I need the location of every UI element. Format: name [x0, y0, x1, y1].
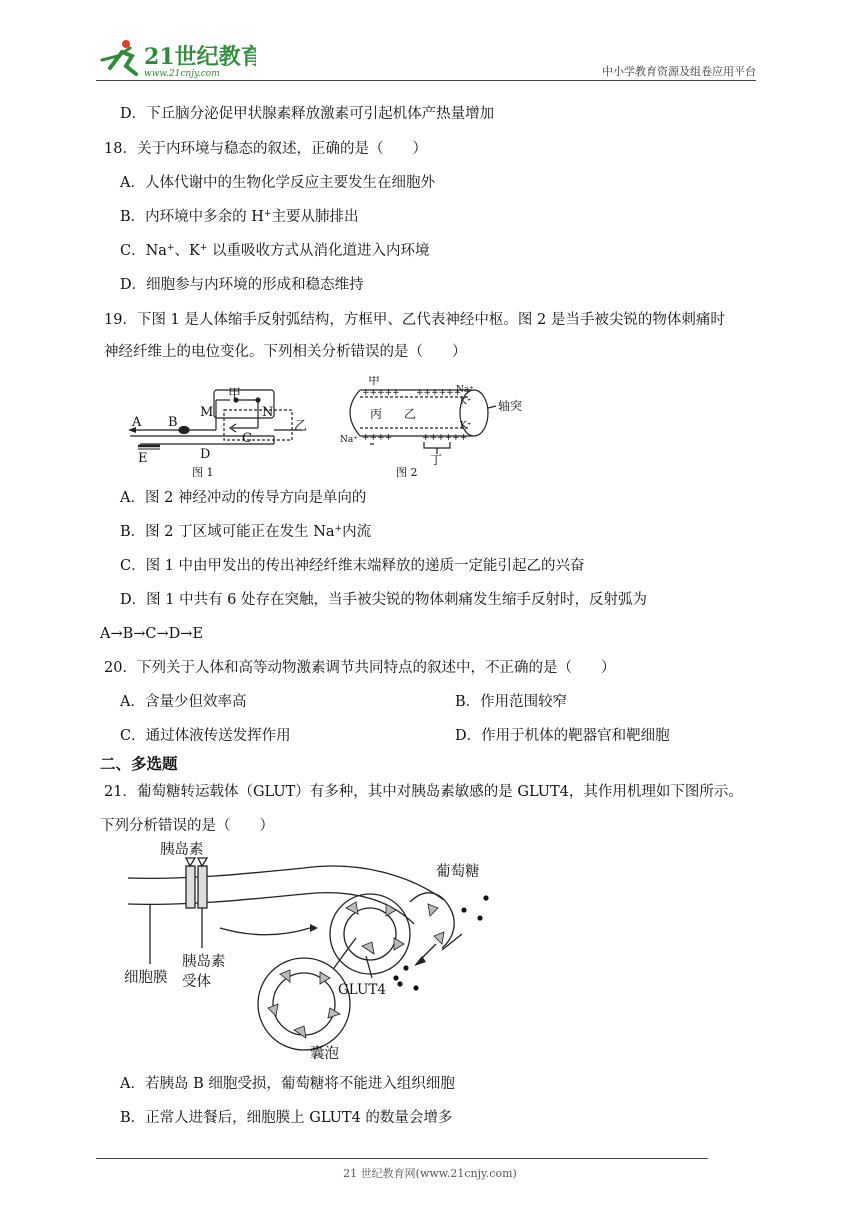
- q17-option-d: D．下丘脑分泌促甲状腺素释放激素可引起机体产热量增加: [120, 106, 495, 122]
- fig2-caption: 图 2: [396, 466, 418, 479]
- fig2-label-bing: 丙: [370, 407, 383, 421]
- q19-option-d-cont: A→B→C→D→E: [100, 626, 204, 642]
- label-vesicle: 囊泡: [310, 1046, 339, 1060]
- label-glut4: GLUT4: [338, 982, 386, 998]
- fig2-k-top: K⁺: [460, 397, 472, 407]
- glut4-transporter-icons: [268, 902, 444, 1038]
- nerve-fiber-figure: [350, 390, 496, 454]
- fig2-label-yi: 乙: [404, 407, 417, 421]
- logo: [96, 36, 256, 80]
- label-insulin: 胰岛素: [160, 842, 204, 858]
- fig2-plus-top-left: +++++: [362, 388, 400, 398]
- q19-option-a: A．图 2 神经冲动的传导方向是单向的: [120, 490, 367, 506]
- logo-url: www.21cnjy.com: [144, 69, 220, 79]
- fig1-label-yi: 乙: [294, 419, 308, 434]
- fig2-k-bottom: K⁺: [460, 421, 472, 431]
- q18-option-b: B．内环境中多余的 H+主要从肺排出: [120, 209, 359, 225]
- fig1-label-a: A: [132, 415, 142, 430]
- q19-figures: [124, 376, 544, 484]
- footer-text: 21 世纪教育网(www.21cnjy.com): [343, 1167, 517, 1180]
- q20-stem: 20．下列关于人体和高等动物激素调节共同特点的叙述中，不正确的是（ ）: [104, 660, 616, 676]
- fig2-label-jia: 甲: [368, 376, 381, 387]
- fig1-label-e: E: [138, 451, 148, 466]
- q18-option-c: C．Na+、K+ 以重吸收方式从消化道进入内环境: [120, 243, 430, 259]
- q18-stem: 18．关于内环境与稳态的叙述，正确的是（ ）: [104, 141, 427, 157]
- header-platform-text: 中小学教育资源及组卷应用平台: [602, 65, 756, 78]
- fig1-label-c: C: [242, 431, 252, 446]
- q21-stem-line2: 下列分析错误的是（ ）: [100, 818, 274, 834]
- q21-stem-line1: 21．葡萄糖转运载体（GLUT）有多种，其中对胰岛素敏感的是 GLUT4，其作用机理如下图所示。: [104, 784, 743, 800]
- fig2-label-axon: 轴突: [498, 399, 523, 413]
- q18-option-d: D．细胞参与内环境的形成和稳态维持: [120, 277, 364, 293]
- footer-divider: [96, 1158, 708, 1159]
- q20-option-d: D．作用于机体的靶器官和靶细胞: [455, 728, 670, 744]
- q19-stem-line2: 神经纤维上的电位变化。下列相关分析错误的是（ ）: [104, 344, 467, 360]
- q21-option-a: A．若胰岛 B 细胞受损，葡萄糖将不能进入组织细胞: [120, 1076, 455, 1092]
- fig2-plus-top-right: ++++++: [416, 388, 462, 398]
- q18-option-a: A．人体代谢中的生物化学反应主要发生在细胞外: [120, 175, 435, 191]
- fig2-plus-bottom-left: ++++: [362, 433, 393, 443]
- fig1-label-m: M: [200, 405, 214, 420]
- fig1-label-jia: 甲: [228, 387, 242, 402]
- q19-option-b: B．图 2 丁区域可能正在发生 Na+内流: [120, 524, 372, 540]
- fig2-na-bottom: Na⁺: [340, 435, 358, 445]
- label-cell-membrane: 细胞膜: [124, 970, 168, 986]
- fig1-label-d: D: [200, 447, 211, 462]
- header-divider: [96, 80, 756, 81]
- fig1-caption: 图 1: [192, 466, 214, 479]
- q21-option-b: B．正常人进餐后，细胞膜上 GLUT4 的数量会增多: [120, 1110, 453, 1126]
- logo-text: 21世纪教育: [144, 44, 256, 70]
- label-receptor-line2: 受体: [182, 974, 211, 990]
- q20-option-a: A．含量少但效率高: [120, 694, 247, 710]
- q19-option-c: C．图 1 中由甲发出的传出神经纤维末端释放的递质一定能引起乙的兴奋: [120, 558, 585, 574]
- fig2-na-top: Na⁺: [456, 385, 474, 395]
- fig2-plus-bottom-right: ++++++: [422, 433, 468, 443]
- fig1-label-b: B: [168, 415, 178, 430]
- section-title: 二、多选题: [100, 755, 178, 773]
- q19-option-d: D．图 1 中共有 6 处存在突触，当手被尖锐的物体刺痛发生缩手反射时，反射弧为: [120, 592, 648, 608]
- fig2-label-ding: 丁: [430, 453, 443, 467]
- reflex-arc-figure: [128, 390, 302, 449]
- label-receptor-line1: 胰岛素: [182, 954, 226, 970]
- fig1-label-n: N: [262, 405, 274, 420]
- q19-stem-line1: 19．下图 1 是人体缩手反射弧结构，方框甲、乙代表神经中枢。图 2 是当手被尖锐的物体刺痛时: [104, 312, 725, 328]
- q20-option-b: B．作用范围较窄: [455, 694, 568, 710]
- running-figure-icon: [102, 40, 136, 74]
- glut4-figure: [124, 838, 524, 1060]
- q20-option-c: C．通过体液传送发挥作用: [120, 728, 291, 744]
- label-glucose: 葡萄糖: [436, 864, 480, 880]
